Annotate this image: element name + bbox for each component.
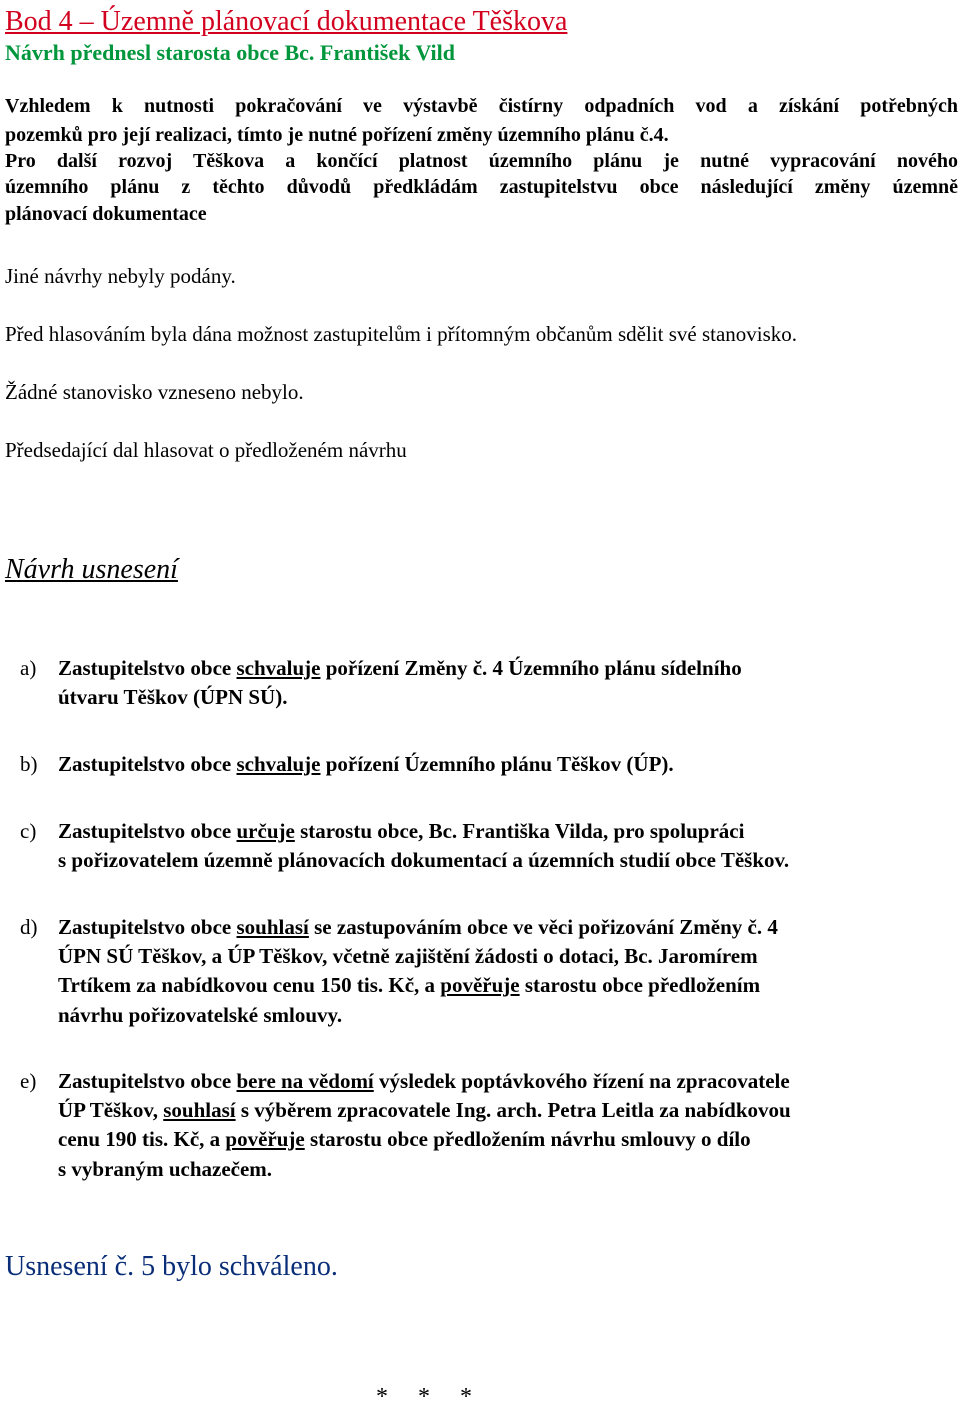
- intro-line-4: územního plánu z těchto důvodů předkládám zastupitelstvu obce následující změny územně: [5, 176, 958, 198]
- note-opportunity-to-comment: Před hlasováním byla dána možnost zastupitelům i přítomným občanům sdělit své stanovisko.: [5, 322, 798, 346]
- item-e-line-3-post: starostu obce předložením návrhu smlouvy o dílo: [304, 1127, 751, 1151]
- item-c-verb: určuje: [236, 819, 295, 843]
- item-b-verb: schvaluje: [236, 752, 321, 776]
- intro-line-5: plánovací dokumentace: [5, 203, 207, 225]
- note-no-other-proposals: Jiné návrhy nebyly podány.: [5, 264, 236, 288]
- item-d-verb-2: pověřuje: [440, 973, 520, 997]
- item-e-line-3: [58, 1127, 751, 1152]
- item-e-line-2-pre: ÚP Těškov,: [58, 1098, 164, 1122]
- item-a-line-1: [58, 656, 742, 681]
- item-b-marker: b): [20, 752, 38, 776]
- section-subtitle: Návrh přednesl starosta obce Bc. František Vild: [5, 40, 455, 65]
- item-e-verb: bere na vědomí: [236, 1069, 374, 1093]
- item-e-verb-3: pověřuje: [225, 1127, 305, 1151]
- resolution-result: Usnesení č. 5 bylo schváleno.: [5, 1251, 338, 1282]
- item-c-marker: c): [20, 819, 37, 843]
- item-c-subject: Zastupitelstvo obce: [58, 819, 237, 843]
- item-d-line-4: návrhu pořizovatelské smlouvy.: [58, 1003, 343, 1027]
- item-d-rest: se zastupováním obce ve věci pořizování Změny č. 4: [308, 915, 778, 939]
- item-c-line-1: [58, 819, 744, 844]
- item-d-marker: d): [20, 915, 38, 939]
- item-a-rest: pořízení Změny č. 4 Územního plánu sídelního: [320, 656, 742, 680]
- section-separator: * * *: [376, 1384, 472, 1410]
- item-e-line-2: [58, 1098, 791, 1123]
- intro-line-2: pozemků pro její realizaci, tímto je nutné pořízení změny územního plánu č.4.: [5, 124, 669, 146]
- note-vote-called: Předsedající dal hlasovat o předloženém návrhu: [5, 438, 407, 462]
- item-e-marker: e): [20, 1069, 37, 1093]
- section-title: Bod 4 – Územně plánovací dokumentace Těškova: [5, 6, 568, 37]
- item-e-rest: výsledek poptávkového řízení na zpracovatele: [373, 1069, 790, 1093]
- item-d-line-3-post: starostu obce předložením: [519, 973, 761, 997]
- item-d-line-3-pre: Trtíkem za nabídkovou cenu 150 tis. Kč, a: [58, 973, 441, 997]
- item-b-line-1: [58, 752, 674, 777]
- item-e-verb-2: souhlasí: [163, 1098, 236, 1122]
- item-d-line-1: [58, 915, 778, 940]
- intro-line-3: Pro další rozvoj Těškova a končící platnost územního plánu je nutné vypracování nového: [5, 150, 958, 172]
- item-e-line-3-pre: cenu 190 tis. Kč, a: [58, 1127, 226, 1151]
- item-d-verb: souhlasí: [236, 915, 309, 939]
- item-d-subject: Zastupitelstvo obce: [58, 915, 237, 939]
- note-no-comments: Žádné stanovisko vzneseno nebylo.: [5, 380, 304, 404]
- item-c-line-2: s pořizovatelem územně plánovacích dokumentací a územních studií obce Těškov.: [58, 848, 790, 872]
- item-e-subject: Zastupitelstvo obce: [58, 1069, 237, 1093]
- item-e-line-2-post: s výběrem zpracovatele Ing. arch. Petra Leitla za nabídkovou: [235, 1098, 791, 1122]
- item-d-line-3: [58, 973, 760, 998]
- intro-line-1: Vzhledem k nutnosti pokračování ve výstavbě čistírny odpadních vod a získání potřebných: [5, 95, 958, 117]
- item-b-subject: Zastupitelstvo obce: [58, 752, 237, 776]
- proposal-heading: Návrh usnesení: [5, 554, 178, 585]
- item-c-rest: starostu obce, Bc. Františka Vilda, pro spolupráci: [294, 819, 745, 843]
- item-a-line-2: útvaru Těškov (ÚPN SÚ).: [58, 685, 288, 709]
- item-e-line-1: [58, 1069, 790, 1094]
- item-a-verb: schvaluje: [236, 656, 321, 680]
- item-a-subject: Zastupitelstvo obce: [58, 656, 237, 680]
- item-d-line-2: ÚPN SÚ Těškov, a ÚP Těškov, včetně zajištění žádosti o dotaci, Bc. Jaromírem: [58, 944, 758, 968]
- item-a-marker: a): [20, 656, 37, 680]
- item-b-rest: pořízení Územního plánu Těškov (ÚP).: [320, 752, 674, 776]
- item-e-line-4: s vybraným uchazečem.: [58, 1157, 273, 1181]
